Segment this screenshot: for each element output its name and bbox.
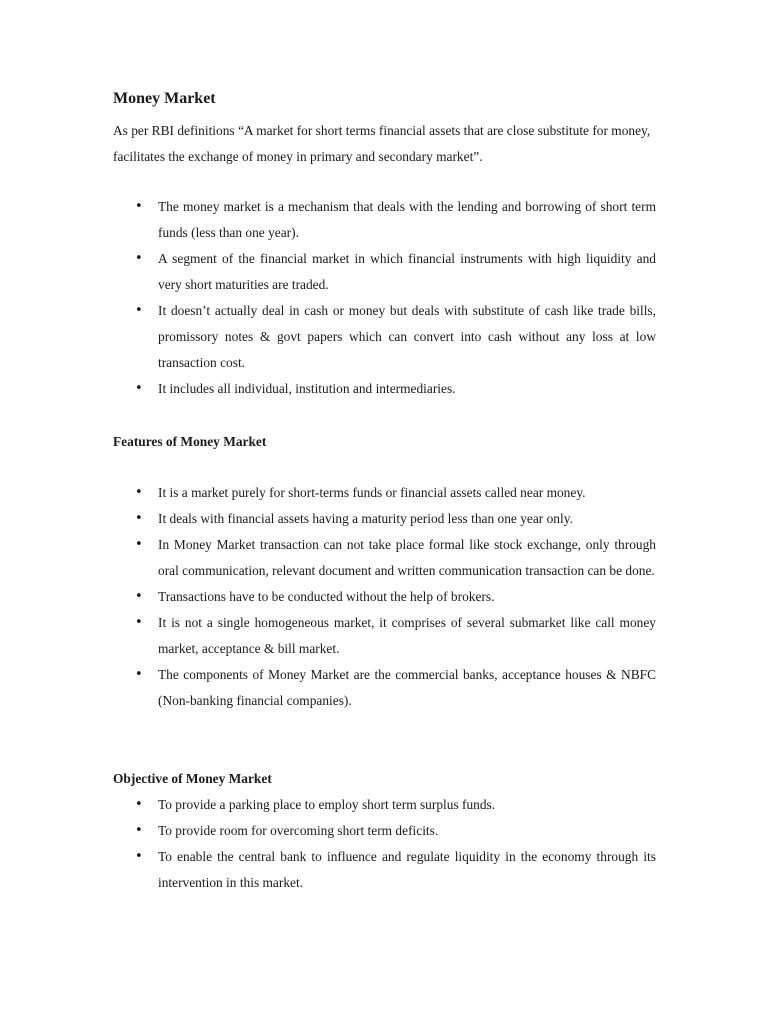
list-item: • It is not a single homogeneous market, it comprises of several submarket like call money market, acceptance & bill market. — [135, 610, 656, 662]
list-item: • It deals with financial assets having a maturity period less than one year only. — [135, 506, 656, 532]
list-item: • To provide a parking place to employ short term surplus funds. — [135, 792, 656, 818]
list-item: • It includes all individual, institution and intermediaries. — [135, 376, 656, 402]
features-list — [135, 480, 656, 714]
list-item: • A segment of the financial market in which financial instruments with high liquidity and very short maturities are traded. — [135, 246, 656, 298]
features-heading: Features of Money Market — [113, 434, 267, 449]
objectives-list — [135, 792, 656, 896]
list-item: • The components of Money Market are the commercial banks, acceptance houses & NBFC (Non-banking financial companies). — [135, 662, 656, 714]
list-item: • To enable the central bank to influence and regulate liquidity in the economy through its intervention in this market. — [135, 844, 656, 896]
list-item: • In Money Market transaction can not take place formal like stock exchange, only through oral communication, relevant document and written communication transaction can be done. — [135, 532, 656, 584]
objectives-heading: Objective of Money Market — [113, 771, 272, 786]
list-item: • It doesn’t actually deal in cash or money but deals with substitute of cash like trade bills, promissory notes & govt papers which can convert into cash without any loss at low transaction cost. — [135, 298, 656, 376]
list-item: • Transactions have to be conducted without the help of brokers. — [135, 584, 656, 610]
intro-paragraph: As per RBI definitions “A market for short terms financial assets that are close substitute for money, facilitates the exchange of money in primary and secondary market”. — [113, 123, 651, 164]
page-title: Money Market — [113, 90, 216, 107]
list-item: • The money market is a mechanism that deals with the lending and borrowing of short term funds (less than one year). — [135, 194, 656, 246]
definition-list — [135, 194, 656, 402]
list-item: • It is a market purely for short-terms funds or financial assets called near money. — [135, 480, 656, 506]
list-item: • To provide room for overcoming short term deficits. — [135, 818, 656, 844]
